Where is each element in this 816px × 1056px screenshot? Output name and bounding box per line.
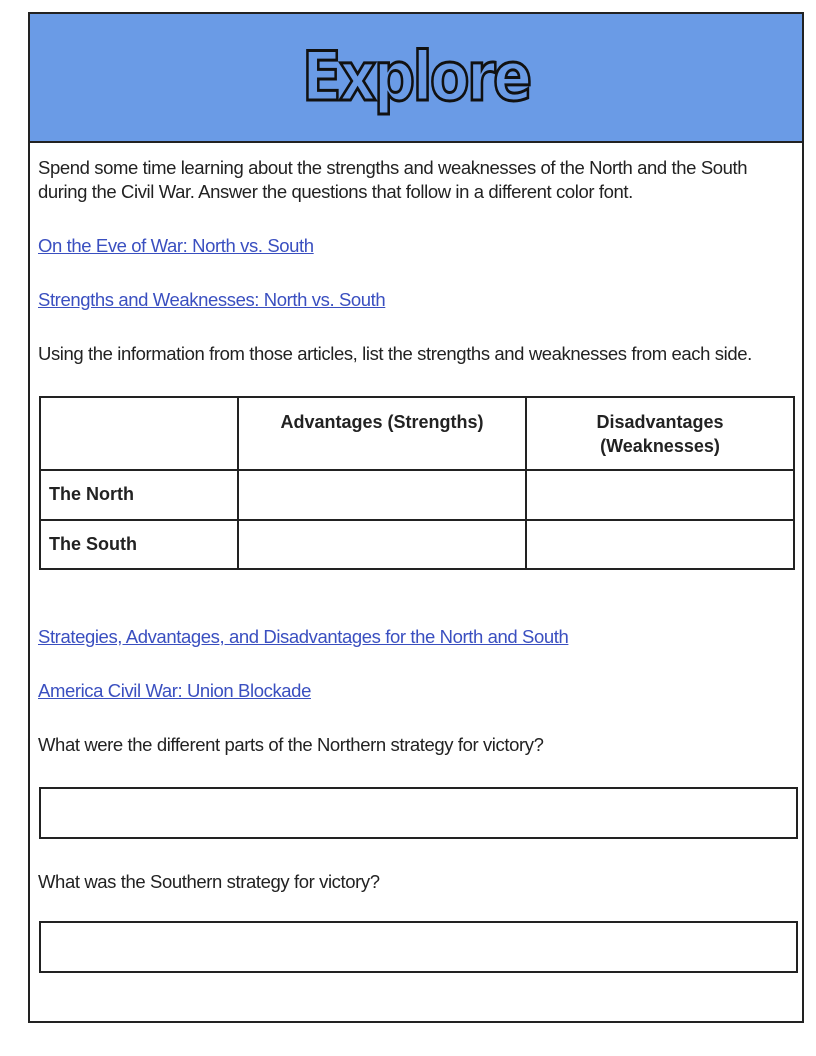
link-eve-of-war[interactable]: On the Eve of War: North vs. South [38, 235, 314, 256]
link-strengths-weaknesses[interactable]: Strengths and Weaknesses: North vs. South [38, 289, 386, 310]
header-banner [30, 14, 802, 143]
south-disadvantages-cell[interactable] [526, 520, 794, 570]
header-advantages: Advantages (Strengths) [238, 397, 526, 470]
link-union-blockade[interactable]: America Civil War: Union Blockade [38, 680, 311, 701]
answer-box-northern-strategy[interactable] [39, 787, 798, 839]
question-northern-strategy: What were the different parts of the Northern strategy for victory? [38, 734, 544, 755]
link-strategies[interactable]: Strategies, Advantages, and Disadvantages for the North and South [38, 626, 569, 647]
table-instruction: Using the information from those articles, list the strengths and weaknesses from each side. [38, 343, 752, 364]
page-title: Explore [302, 38, 530, 117]
intro-text: Spend some time learning about the strengths and weaknesses of the North and the South during the Civil War. Answer the questions that follow in a different color font. [38, 157, 748, 202]
worksheet-frame [28, 12, 804, 1023]
table-corner-cell [40, 397, 238, 470]
north-advantages-cell[interactable] [238, 470, 526, 520]
header-disadvantages: Disadvantages (Weaknesses) [526, 397, 794, 470]
south-advantages-cell[interactable] [238, 520, 526, 570]
question-southern-strategy: What was the Southern strategy for victory? [38, 871, 380, 892]
row-label-north: The North [40, 470, 238, 520]
north-disadvantages-cell[interactable] [526, 470, 794, 520]
answer-box-southern-strategy[interactable] [39, 921, 798, 973]
row-label-south: The South [40, 520, 238, 570]
strengths-weaknesses-table [39, 396, 795, 570]
